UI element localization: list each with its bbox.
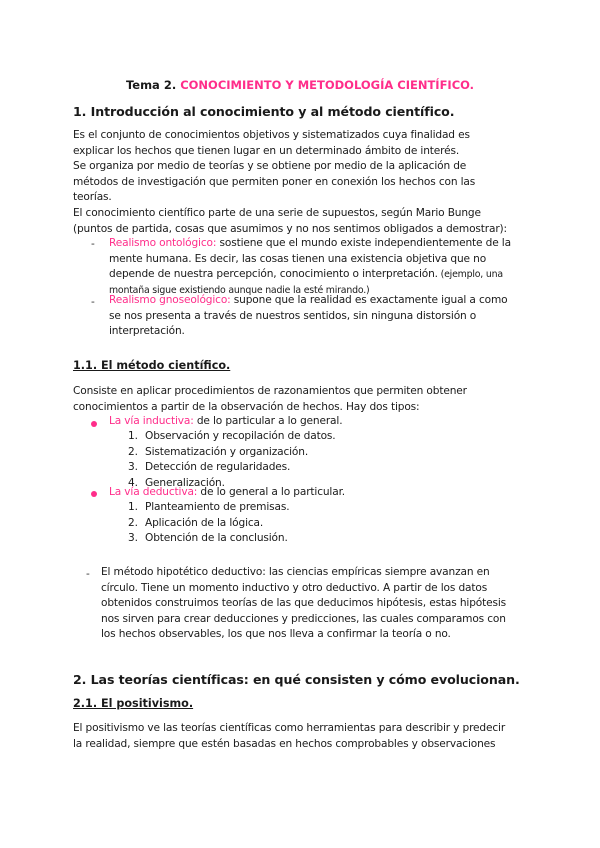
list-item: Obtención de la conclusión. [145, 532, 288, 545]
text-line: El positivismo ve las teorías científicas como herramientas para describir y predecir [73, 722, 506, 734]
text-line: Es el conjunto de conocimientos objetivos y sistematizados cuya finalidad es [73, 129, 470, 141]
deductiva-steps [145, 500, 289, 547]
dash-bullet: - [91, 296, 95, 308]
bullet-dot [91, 491, 97, 497]
list-item: Planteamiento de premisas. [145, 501, 290, 513]
term-via-inductiva: La vía inductiva: [109, 415, 194, 427]
text-line: de lo particular a lo general. [193, 415, 343, 427]
bullet-dot [91, 421, 97, 427]
text-line: explicar los hechos que tienen lugar en un determinado ámbito de interés. [73, 144, 460, 157]
text-line: se nos presenta a través de nuestros sentidos, sin ninguna distorsión o [109, 309, 477, 322]
numbered-markers [128, 429, 138, 491]
section-1-1-paragraph [73, 384, 467, 415]
text-line: conocimientos a partir de la observación de hechos. Hay dos tipos: [73, 400, 420, 413]
bullet-realismo-gnoseologico [109, 293, 508, 340]
title-prefix: Tema 2. [125, 78, 177, 92]
list-item: Observación y recopilación de datos. [145, 430, 336, 442]
list-item: Aplicación de la lógica. [145, 516, 264, 529]
section-2-heading: 2. Las teorías científicas: en qué consisten y cómo evolucionan. [73, 672, 520, 687]
via-inductiva [109, 414, 342, 430]
text-line: obtenidos construimos teorías de las que deducimos hipótesis, estas hipótesis [101, 597, 507, 610]
list-number: 2. [128, 445, 138, 458]
numbered-markers [128, 500, 138, 547]
text-line: círculo. Tiene un momento inductivo y otro deductivo. A partir de los datos [101, 581, 488, 594]
text-line: los hechos observables, los que nos lleva a confirmar la teoría o no. [101, 628, 451, 641]
list-number: 1. [128, 501, 138, 513]
term-via-deductiva: La vía deductiva: [109, 486, 198, 498]
text-line: (puntos de partida, cosas que asumimos y no nos sentimos obligados a demostrar): [73, 222, 507, 235]
section-1-1-heading: 1.1. El método científico. [73, 359, 231, 372]
list-number: 3. [128, 461, 138, 474]
metodo-hipotetico-deductivo [101, 565, 506, 643]
via-deductiva [109, 485, 345, 501]
dash-bullet: - [86, 568, 90, 580]
section-2-1-paragraph [73, 721, 505, 752]
text-line: El conocimiento científico parte de una serie de supuestos, según Mario Bunge [73, 206, 481, 219]
term-realismo-gnoseologico: Realismo gnoseológico: [109, 294, 231, 306]
section-1-paragraph [73, 128, 507, 237]
inductiva-steps [145, 429, 336, 491]
section-1-heading: 1. Introducción al conocimiento y al método científico. [73, 104, 455, 119]
section-2-1-heading: 2.1. El positivismo. [73, 697, 194, 710]
text-line: mente humana. Es decir, las cosas tienen una existencia objetiva que no [109, 252, 487, 265]
dash-bullet: - [91, 238, 95, 250]
text-line: (ejemplo, una [437, 269, 503, 281]
bullet-realismo-ontologico [109, 236, 511, 298]
page-title [0, 78, 600, 92]
list-number: 4. [128, 476, 138, 489]
list-number: 3. [128, 532, 138, 545]
list-item: Detección de regularidades. [145, 461, 291, 474]
text-line: El método hipotético deductivo: las ciencias empíricas siempre avanzan en [101, 566, 490, 578]
text-line: métodos de investigación que permiten poner en conexión los hechos con las [73, 175, 476, 188]
term-realismo-ontologico: Realismo ontológico: [109, 237, 217, 249]
list-item: Sistematización y organización. [145, 445, 309, 458]
text-line: supone que la realidad es exactamente igual a como [230, 294, 508, 306]
text-line: interpretación. [109, 325, 185, 338]
list-number: 2. [128, 516, 138, 529]
text-line: montaña sigue existiendo aunque nadie la esté mirando.) [109, 284, 370, 296]
text-line: Consiste en aplicar procedimientos de razonamientos que permiten obtener [73, 385, 467, 397]
text-line: sostiene que el mundo existe independientemente de la [216, 237, 511, 249]
text-line: depende de nuestra percepción, conocimiento o interpretación. [109, 268, 438, 281]
text-line: la realidad, siempre que estén basadas en hechos comprobables y observaciones [73, 737, 496, 750]
text-line: de lo general a lo particular. [197, 486, 346, 498]
title-main: CONOCIMIENTO Y METODOLOGÍA CIENTÍFICO. [180, 78, 475, 92]
text-line: nos sirven para crear deducciones y predicciones, las cuales comparamos con [101, 612, 506, 625]
text-line: teorías. [73, 191, 112, 204]
list-item: Generalización. [145, 476, 225, 489]
text-line: Se organiza por medio de teorías y se obtiene por medio de la aplicación de [73, 160, 467, 173]
list-number: 1. [128, 430, 138, 442]
